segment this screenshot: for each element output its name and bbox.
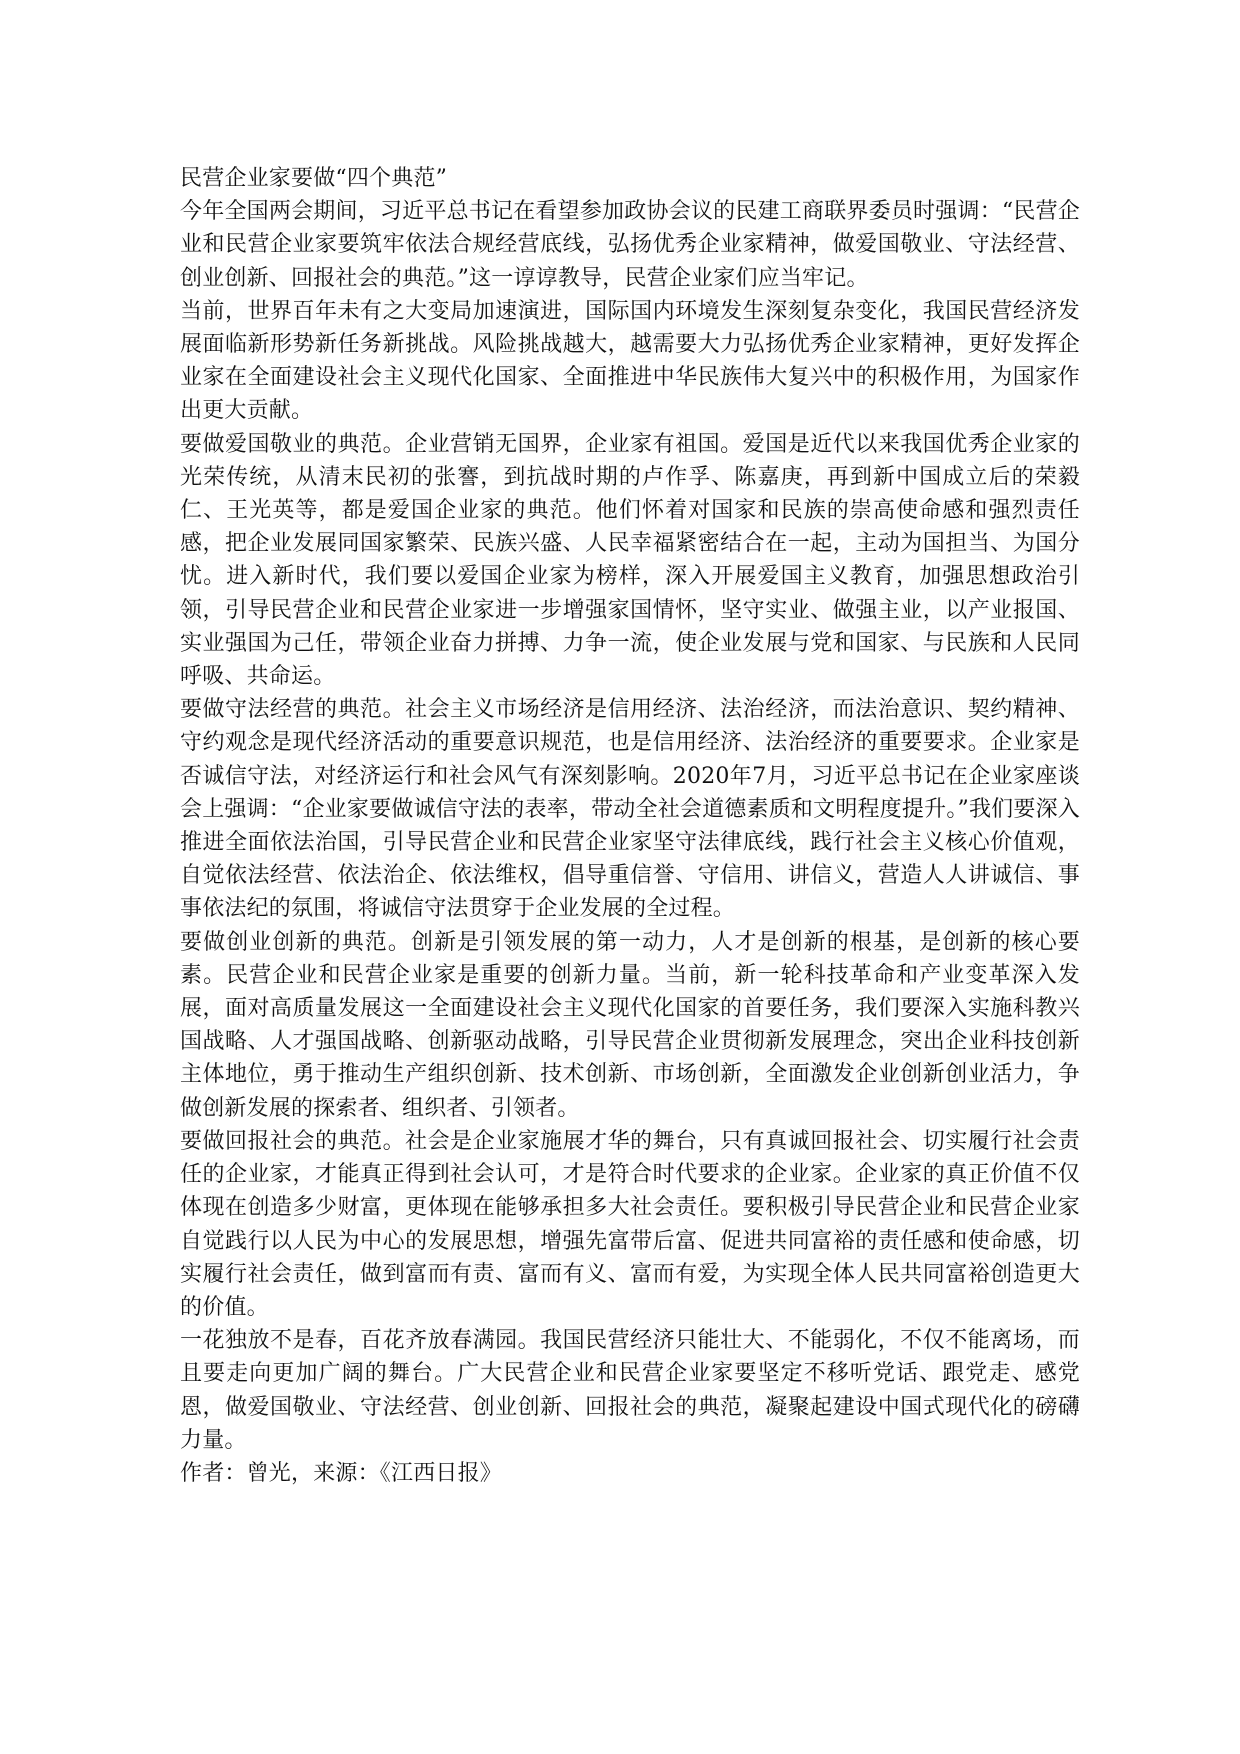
paragraph-conclusion: 一花独放不是春，百花齐放春满园。我国民营经济只能壮大、不能弱化，不仅不能离场，而且要走向更加广阔的舞台。广大民营企业和民营企业家要坚定不移听党话、跟党走、感党恩，做爱国敬业、守法经营、创业创新、回报社会的典范，凝聚起建设中国式现代化的磅礴力量。 (180, 1328, 1080, 1453)
paragraph-patriotism: 要做爱国敬业的典范。企业营销无国界，企业家有祖国。爱国是近代以来我国优秀企业家的光荣传统，从清末民初的张謇，到抗战时期的卢作孚、陈嘉庚，再到新中国成立后的荣毅仁、王光英等，都是爱国企业家的典范。他们怀着对国家和民族的崇高使命感和强烈责任感，把企业发展同国家繁荣、民族兴盛、人民幸福紧密结合在一起，主动为国担当、为国分忧。进入新时代，我们要以爱国企业家为榜样，深入开展爱国主义教育，加强思想政治引领，引导民营企业和民营企业家进一步增强家国情怀，坚守实业、做强主业，以产业报国、实业强国为己任，带领企业奋力拼搏、力争一流，使企业发展与党和国家、与民族和人民同呼吸、共命运。 (180, 431, 1080, 690)
paragraph-social-responsibility: 要做回报社会的典范。社会是企业家施展才华的舞台，只有真诚回报社会、切实履行社会责任的企业家，才能真正得到社会认可，才是符合时代要求的企业家。企业家的真正价值不仅体现在创造多少财富，更体现在能够承担多大社会责任。要积极引导民营企业和民营企业家自觉践行以人民为中心的发展思想，增强先富带后富、促进共同富裕的责任感和使命感，切实履行社会责任，做到富而有责、富而有义、富而有爱，为实现全体人民共同富裕创造更大的价值。 (180, 1128, 1080, 1320)
document-title: 民营企业家要做“四个典范” (180, 166, 448, 191)
paragraph-intro: 今年全国两会期间，习近平总书记在看望参加政协会议的民建工商联界委员时强调：“民营企业和民营企业家要筑牢依法合规经营底线，弘扬优秀企业家精神，做爱国敬业、守法经营、创业创新、回报社会的典范。”这一谆谆教导，民营企业家们应当牢记。 (180, 199, 1080, 291)
document-page (180, 162, 1080, 1490)
paragraph-law-abiding: 要做守法经营的典范。社会主义市场经济是信用经济、法治经济，而法治意识、契约精神、守约观念是现代经济活动的重要意识规范，也是信用经济、法治经济的重要要求。企业家是否诚信守法，对经济运行和社会风气有深刻影响。2020年7月，习近平总书记在企业家座谈会上强调：“企业家要做诚信守法的表率，带动全社会道德素质和文明程度提升。”我们要深入推进全面依法治国，引导民营企业和民营企业家坚守法律底线，践行社会主义核心价值观，自觉依法经营、依法治企、依法维权，倡导重信誉、守信用、讲信义，营造人人讲诚信、事事依法纪的氛围，将诚信守法贯穿于企业发展的全过程。 (180, 697, 1080, 922)
paragraph-context: 当前，世界百年未有之大变局加速演进，国际国内环境发生深刻复杂变化，我国民营经济发展面临新形势新任务新挑战。风险挑战越大，越需要大力弘扬优秀企业家精神，更好发挥企业家在全面建设社会主义现代化国家、全面推进中华民族伟大复兴中的积极作用，为国家作出更大贡献。 (180, 298, 1080, 424)
paragraph-innovation: 要做创业创新的典范。创新是引领发展的第一动力，人才是创新的根基，是创新的核心要素。民营企业和民营企业家是重要的创新力量。当前，新一轮科技革命和产业变革深入发展，面对高质量发展这一全面建设社会主义现代化国家的首要任务，我们要深入实施科教兴国战略、人才强国战略、创新驱动战略，引导民营企业贯彻新发展理念，突出企业科技创新主体地位，勇于推动生产组织创新、技术创新、市场创新，全面激发企业创新创业活力，争做创新发展的探索者、组织者、引领者。 (180, 929, 1080, 1121)
byline: 作者：曾光，来源：《江西日报》 (180, 1460, 503, 1486)
